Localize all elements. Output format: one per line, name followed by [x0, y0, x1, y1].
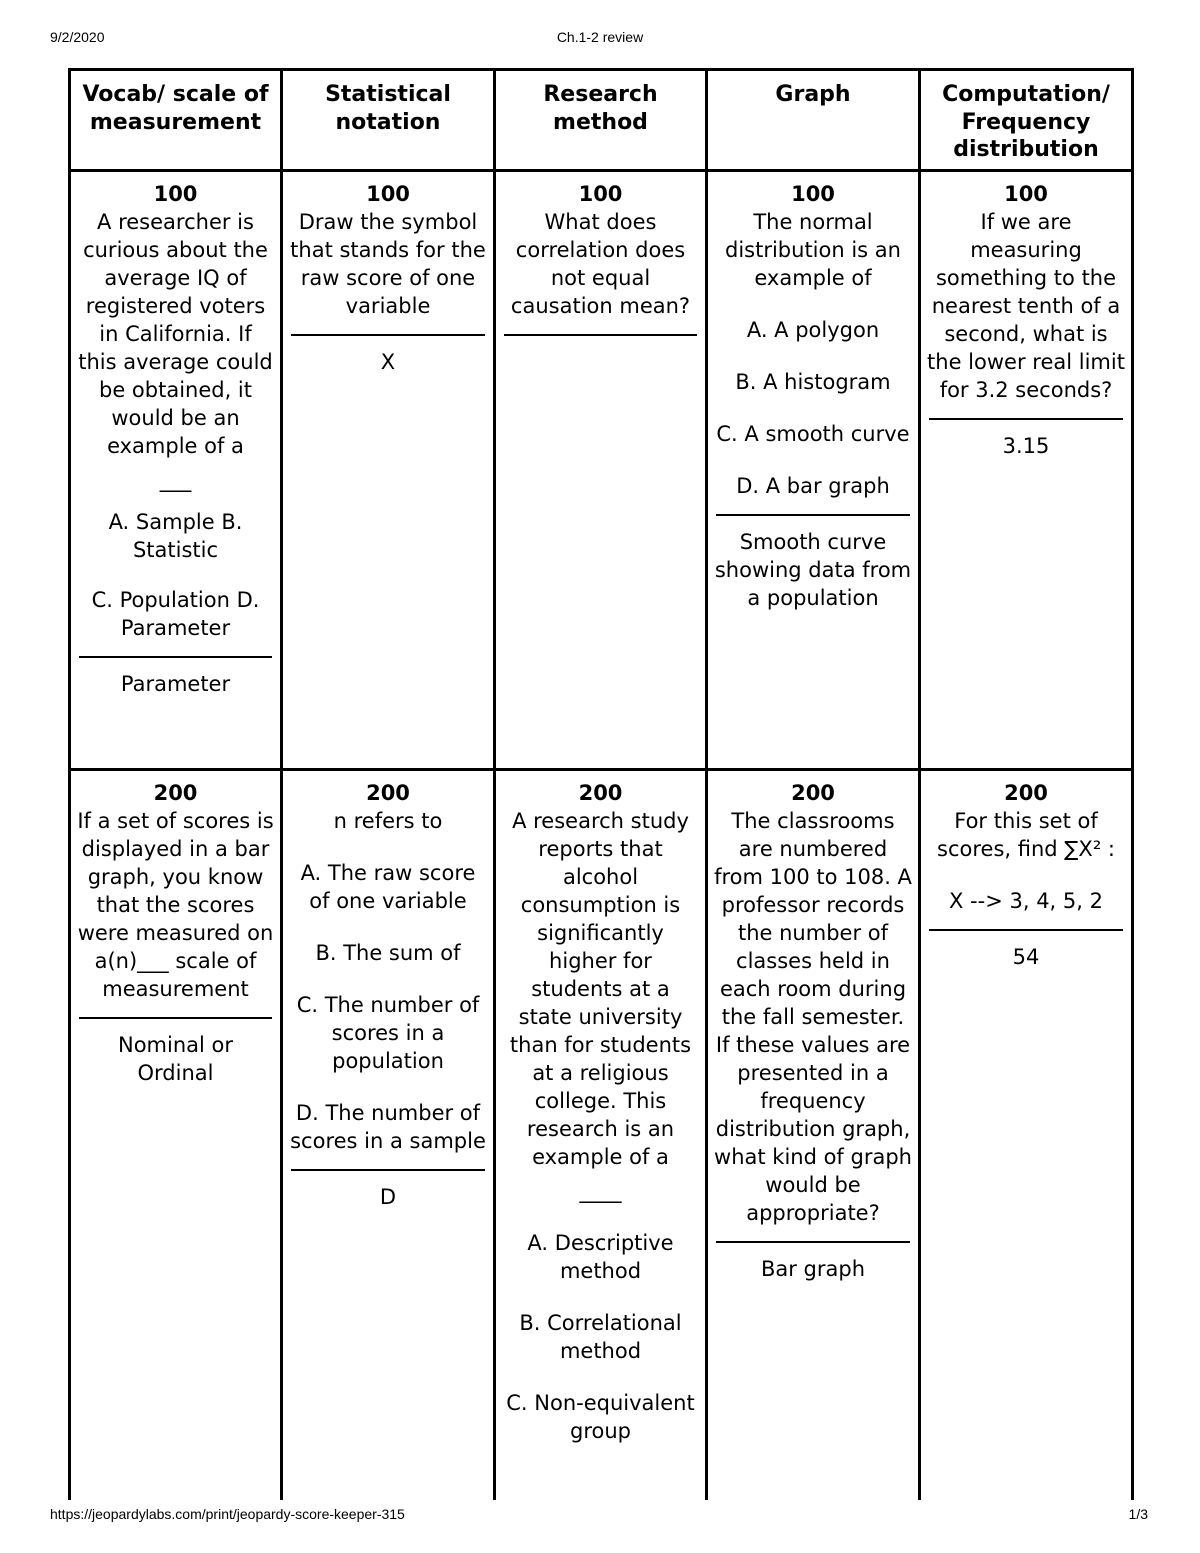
clue-question: If a set of scores is displayed in a bar graph, you know that the scores were measured on a(n)___ scale of measurement — [77, 809, 274, 1001]
jeopardy-board — [68, 68, 1134, 1500]
clue-answer: Bar graph — [760, 1257, 866, 1281]
clue-option: C. The number of scores in a population — [296, 993, 480, 1073]
clue-cell[interactable] — [71, 771, 280, 1087]
clue-answer: Parameter — [120, 672, 231, 696]
clue-question: n refers to — [333, 809, 443, 833]
clue-cell[interactable] — [71, 172, 280, 698]
answer-separator — [716, 1241, 910, 1243]
clue-cell[interactable] — [283, 172, 493, 376]
clue-answer: Nominal or Ordinal — [117, 1033, 234, 1085]
answer-separator — [291, 334, 485, 336]
clue-points: 100 — [791, 182, 835, 206]
clue-option: A. A polygon — [746, 318, 880, 342]
clue-cell[interactable] — [496, 172, 705, 348]
clue-question: A research study reports that alcohol consumption is significantly higher for students at a state university than for students at a religious college. This research is an example of a — [509, 809, 692, 1169]
clue-option: A. The raw score of one variable — [300, 861, 476, 913]
category-header: Graph — [775, 82, 851, 107]
clue-points: 100 — [366, 182, 410, 206]
clue-blank: ____ — [579, 1179, 622, 1203]
clue-points: 100 — [1004, 182, 1048, 206]
clue-question: A researcher is curious about the average IQ of registered voters in California. If this average could be obtained, it would be an example of a — [78, 210, 273, 458]
clue-answer: Smooth curve showing data from a population — [714, 530, 912, 610]
clue-cell[interactable] — [708, 771, 918, 1283]
clue-option: X --> 3, 4, 5, 2 — [949, 889, 1103, 913]
clue-option: A. Descriptive method — [527, 1231, 674, 1283]
clue-cell[interactable] — [921, 771, 1131, 971]
clue-cell[interactable] — [708, 172, 918, 612]
clue-option: B. A histogram — [735, 370, 891, 394]
clue-option: B. The sum of — [315, 941, 461, 965]
answer-separator — [79, 656, 272, 658]
clue-option: C. Non-equivalent group — [506, 1391, 695, 1443]
page-title: Ch.1-2 review — [556, 29, 644, 45]
category-header: Computation/ Frequency distribution — [942, 82, 1110, 162]
clue-option: C. Population D. Parameter — [91, 588, 260, 640]
clue-question: The classrooms are numbered from 100 to 108. A professor records the number of classes held in each room during the fall semester. If these values are presented in a frequency distribution graph, what kind of graph would be appropriate? — [714, 809, 912, 1225]
answer-separator — [929, 418, 1123, 420]
clue-cell[interactable] — [496, 771, 705, 1445]
clue-points: 200 — [1004, 781, 1048, 805]
clue-points: 200 — [366, 781, 410, 805]
answer-separator — [79, 1017, 272, 1019]
category-header: Vocab/ scale of measurement — [82, 82, 269, 135]
answer-separator — [291, 1169, 485, 1171]
answer-separator — [929, 929, 1123, 931]
clue-blank: ___ — [159, 468, 192, 492]
clue-option: D. A bar graph — [736, 474, 890, 498]
clue-question: Draw the symbol that stands for the raw score of one variable — [290, 210, 486, 318]
clue-question: The normal distribution is an example of — [725, 210, 901, 290]
category-header: Statistical notation — [325, 82, 451, 135]
clue-points: 200 — [578, 781, 623, 805]
page-number: 1/3 — [1128, 1506, 1148, 1522]
answer-separator — [716, 514, 910, 516]
clue-answer: D — [379, 1185, 397, 1209]
clue-points: 200 — [791, 781, 835, 805]
footer-url[interactable]: https://jeopardylabs.com/print/jeopardy-score-keeper-315 — [50, 1506, 405, 1522]
clue-cell[interactable] — [921, 172, 1131, 460]
clue-answer: 3.15 — [1002, 434, 1050, 458]
clue-answer: X — [380, 350, 396, 374]
clue-answer: 54 — [1012, 945, 1040, 969]
clue-option: A. Sample B. Statistic — [108, 510, 243, 562]
answer-separator — [504, 334, 697, 336]
clue-option: D. The number of scores in a sample — [290, 1101, 486, 1153]
clue-points: 100 — [153, 182, 198, 206]
clue-points: 100 — [578, 182, 623, 206]
category-header: Research method — [543, 82, 658, 135]
clue-option: C. A smooth curve — [716, 422, 910, 446]
clue-option: B. Correlational method — [519, 1311, 682, 1363]
clue-question: If we are measuring something to the nearest tenth of a second, what is the lower real limit for 3.2 seconds? — [927, 210, 1125, 402]
clue-question: For this set of scores, find ∑X² : — [937, 809, 1115, 861]
clue-cell[interactable] — [283, 771, 493, 1211]
clue-question: What does correlation does not equal causation mean? — [510, 210, 691, 318]
clue-points: 200 — [153, 781, 198, 805]
print-date: 9/2/2020 — [50, 29, 105, 45]
